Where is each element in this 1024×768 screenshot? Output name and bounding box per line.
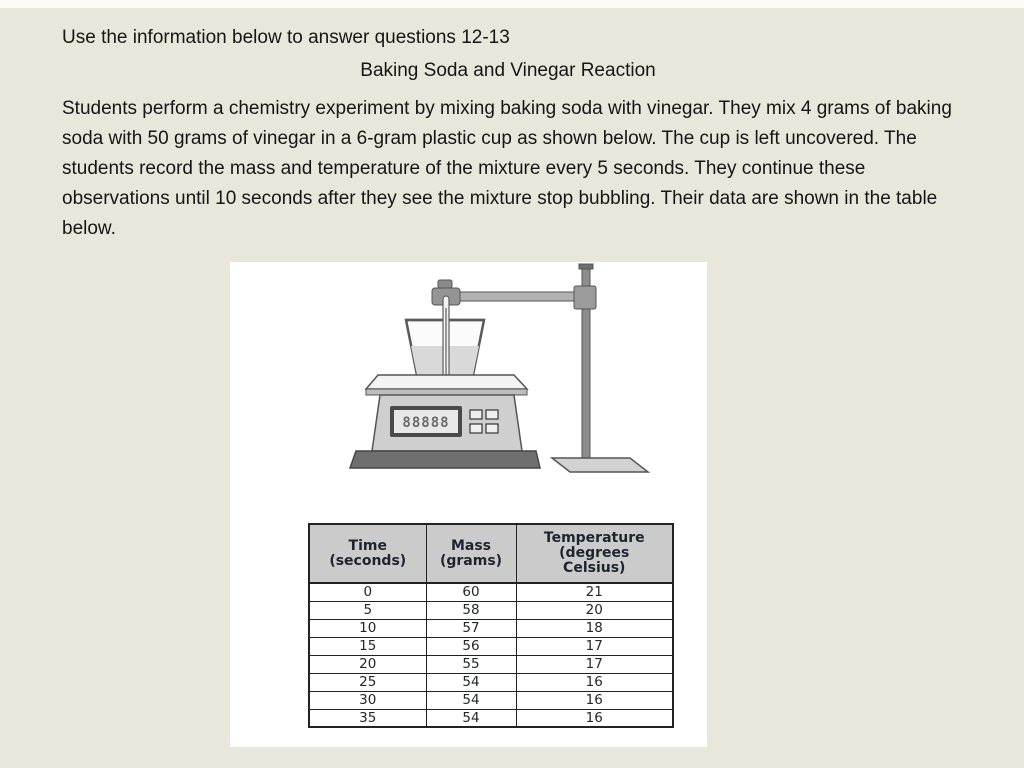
- slide-content: [0, 8, 1024, 747]
- table-cell: 25: [309, 673, 426, 691]
- table-cell: 58: [426, 601, 516, 619]
- table-row: [309, 691, 673, 709]
- stand-base: [552, 458, 648, 472]
- scale-button: [470, 410, 482, 419]
- table-row: [309, 619, 673, 637]
- table-row: [309, 709, 673, 727]
- column-header: Time (seconds): [309, 524, 426, 583]
- scale-button: [470, 424, 482, 433]
- scale-base: [350, 451, 540, 468]
- scale-button: [486, 410, 498, 419]
- table-cell: 57: [426, 619, 516, 637]
- table-cell: 54: [426, 673, 516, 691]
- column-header: Temperature (degrees Celsius): [516, 524, 673, 583]
- section-title: Baking Soda and Vinegar Reaction: [360, 60, 656, 81]
- experiment-diagram: [230, 262, 707, 477]
- column-header: Mass (grams): [426, 524, 516, 583]
- table-cell: 55: [426, 655, 516, 673]
- scale-button: [486, 424, 498, 433]
- instruction-text: Use the information below to answer questions 12-13: [62, 27, 510, 48]
- top-strip: [0, 0, 1024, 8]
- data-table: [308, 523, 674, 728]
- clamp-knob: [438, 280, 452, 288]
- table-cell: 18: [516, 619, 673, 637]
- table-row: [309, 601, 673, 619]
- scale-platform: [366, 375, 527, 389]
- figure-panel: [230, 262, 707, 747]
- table-cell: 54: [426, 691, 516, 709]
- table-cell: 15: [309, 637, 426, 655]
- table-cell: 16: [516, 709, 673, 727]
- table-cell: 5: [309, 601, 426, 619]
- table-cell: 10: [309, 619, 426, 637]
- clamp-arm: [432, 280, 596, 309]
- table-row: [309, 637, 673, 655]
- data-table-head: [309, 524, 673, 583]
- table-row: [309, 655, 673, 673]
- table-cell: 35: [309, 709, 426, 727]
- balance-scale: [350, 375, 540, 468]
- table-cell: 17: [516, 655, 673, 673]
- table-cell: 54: [426, 709, 516, 727]
- table-cell: 16: [516, 673, 673, 691]
- table-cell: 30: [309, 691, 426, 709]
- data-table-body: [309, 583, 673, 727]
- table-cell: 0: [309, 583, 426, 601]
- table-cell: 20: [309, 655, 426, 673]
- table-cell: 20: [516, 601, 673, 619]
- table-row: [309, 673, 673, 691]
- table-cell: 56: [426, 637, 516, 655]
- body-paragraph: Students perform a chemistry experiment by mixing baking soda with vinegar. They mix 4 grams of baking soda with 50 grams of vinegar in a 6-gram plastic cup as shown below. The cup is left uncovered. The students record the mass and temperature of the mixture every 5 seconds. They continue these observations until 10 seconds after they see the mixture stop bubbling. Their data are shown in the table below.: [62, 98, 952, 239]
- table-cell: 21: [516, 583, 673, 601]
- table-row: [309, 583, 673, 601]
- scale-display: 88888: [402, 415, 450, 431]
- table-cell: 60: [426, 583, 516, 601]
- table-cell: 17: [516, 637, 673, 655]
- table-cell: 16: [516, 691, 673, 709]
- table-header-row: [309, 524, 673, 583]
